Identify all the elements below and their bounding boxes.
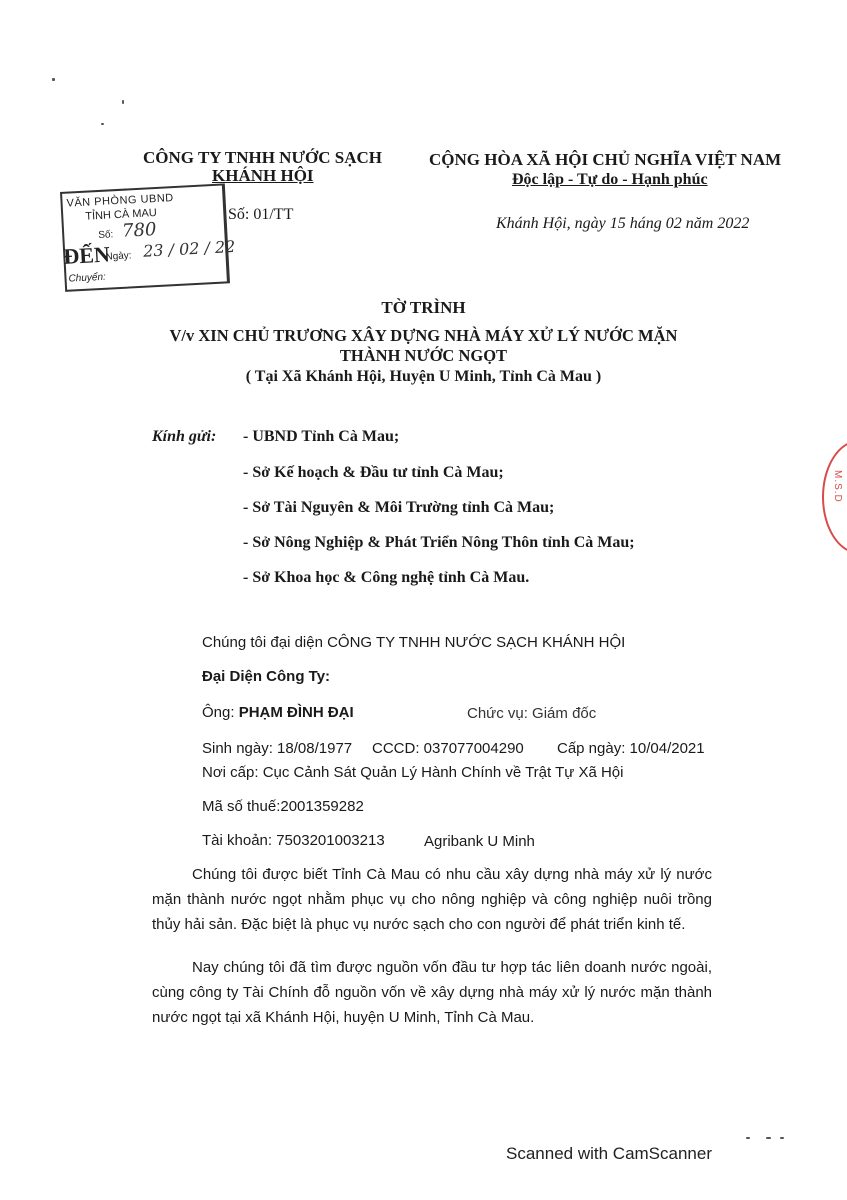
received-stamp bbox=[60, 183, 236, 291]
recipient-item: - Sở Tài Nguyên & Môi Trường tỉnh Cà Mau; bbox=[243, 499, 555, 516]
recipient-item: - Sở Khoa học & Công nghệ tỉnh Cà Mau. bbox=[243, 569, 530, 586]
stamp-den: ĐẾN bbox=[62, 241, 111, 269]
stamp-forward-label: Chuyển: bbox=[68, 271, 107, 285]
camscanner-watermark: Scanned with CamScanner bbox=[506, 1144, 713, 1163]
representative-heading: Đại Diện Công Ty: bbox=[202, 668, 331, 685]
republic-title: CỘNG HÒA XÃ HỘI CHỦ NGHĨA VIỆT NAM bbox=[429, 150, 782, 169]
recipient-item: - Sở Kế hoạch & Đầu tư tỉnh Cà Mau; bbox=[243, 464, 504, 481]
bank-name: Agribank U Minh bbox=[424, 833, 535, 850]
document-number: Số: 01/TT bbox=[228, 206, 294, 223]
national-motto: Độc lập - Tự do - Hạnh phúc bbox=[512, 171, 708, 188]
stamp-date-label: Ngày: bbox=[105, 250, 132, 263]
subject-line1: V/v XIN CHỦ TRƯƠNG XÂY DỰNG NHÀ MÁY XỬ LÝ NƯỚC MẶN bbox=[169, 326, 678, 345]
recipient-item: - UBND Tỉnh Cà Mau; bbox=[243, 428, 400, 445]
document-title: TỜ TRÌNH bbox=[381, 298, 466, 317]
subject-location: ( Tại Xã Khánh Hội, Huyện U Minh, Tỉnh Cà Mau ) bbox=[245, 368, 602, 385]
paragraph-need: Chúng tôi được biết Tỉnh Cà Mau có nhu cầu xây dựng nhà máy xử lý nước mặn thành nước ngọt nhằm phục vụ cho nông nghiệp và công nghiệp nuôi trồng thủy hải sản. Đặc biệt là phục vụ nước sạch cho con người để phát triển kinh tế. bbox=[152, 866, 712, 933]
stamp-office-line2: TỈNH CÀ MAU bbox=[85, 206, 158, 223]
place-and-date: Khánh Hội, ngày 15 háng 02 năm 2022 bbox=[496, 215, 750, 232]
id-issue-place: Nơi cấp: Cục Cảnh Sát Quản Lý Hành Chính về Trật Tự Xã Hội bbox=[202, 764, 624, 781]
paragraph-funding: Nay chúng tôi đã tìm được nguồn vốn đầu tư hợp tác liên doanh nước ngoài, cùng công ty Tài Chính đỗ nguồn vốn về xây dựng nhà máy xử lý nước mặn thành nước ngọt tại xã Khánh Hội, huyện U Minh, Tỉnh Cà Mau. bbox=[152, 959, 712, 1026]
bank-account: Tài khoản: 7503201003213 bbox=[202, 832, 385, 849]
stamp-date-value: 23 / 02 / 22 bbox=[142, 236, 236, 261]
stamp-office-line1: VĂN PHÒNG UBND bbox=[66, 192, 175, 210]
id-issue-date: Cấp ngày: 10/04/2021 bbox=[557, 740, 705, 757]
recipients-label: Kính gửi: bbox=[152, 428, 217, 445]
company-name-line2: KHÁNH HỘI bbox=[212, 166, 314, 185]
recipient-item: - Sở Nông Nghiệp & Phát Triển Nông Thôn tỉnh Cà Mau; bbox=[243, 534, 635, 551]
tax-code: Mã số thuế:2001359282 bbox=[202, 798, 364, 815]
subject-line2: THÀNH NƯỚC NGỌT bbox=[339, 346, 508, 365]
representative-name: PHẠM ĐÌNH ĐẠI bbox=[238, 704, 354, 721]
red-seal-text: M.S.D bbox=[832, 470, 843, 503]
id-card-number: CCCD: 037077004290 bbox=[372, 740, 524, 757]
intro-line: Chúng tôi đại diện CÔNG TY TNHH NƯỚC SẠCH KHÁNH HỘI bbox=[202, 634, 626, 651]
representative-position: Chức vụ: Giám đốc bbox=[467, 705, 597, 722]
stamp-number-value: 780 bbox=[121, 219, 158, 242]
stamp-number-label: Số: bbox=[98, 229, 114, 242]
company-name-line1: CÔNG TY TNHH NƯỚC SẠCH bbox=[143, 148, 382, 167]
representative-line bbox=[202, 704, 354, 721]
date-of-birth: Sinh ngày: 18/08/1977 bbox=[202, 740, 353, 757]
representative-prefix: Ông: bbox=[202, 704, 239, 721]
